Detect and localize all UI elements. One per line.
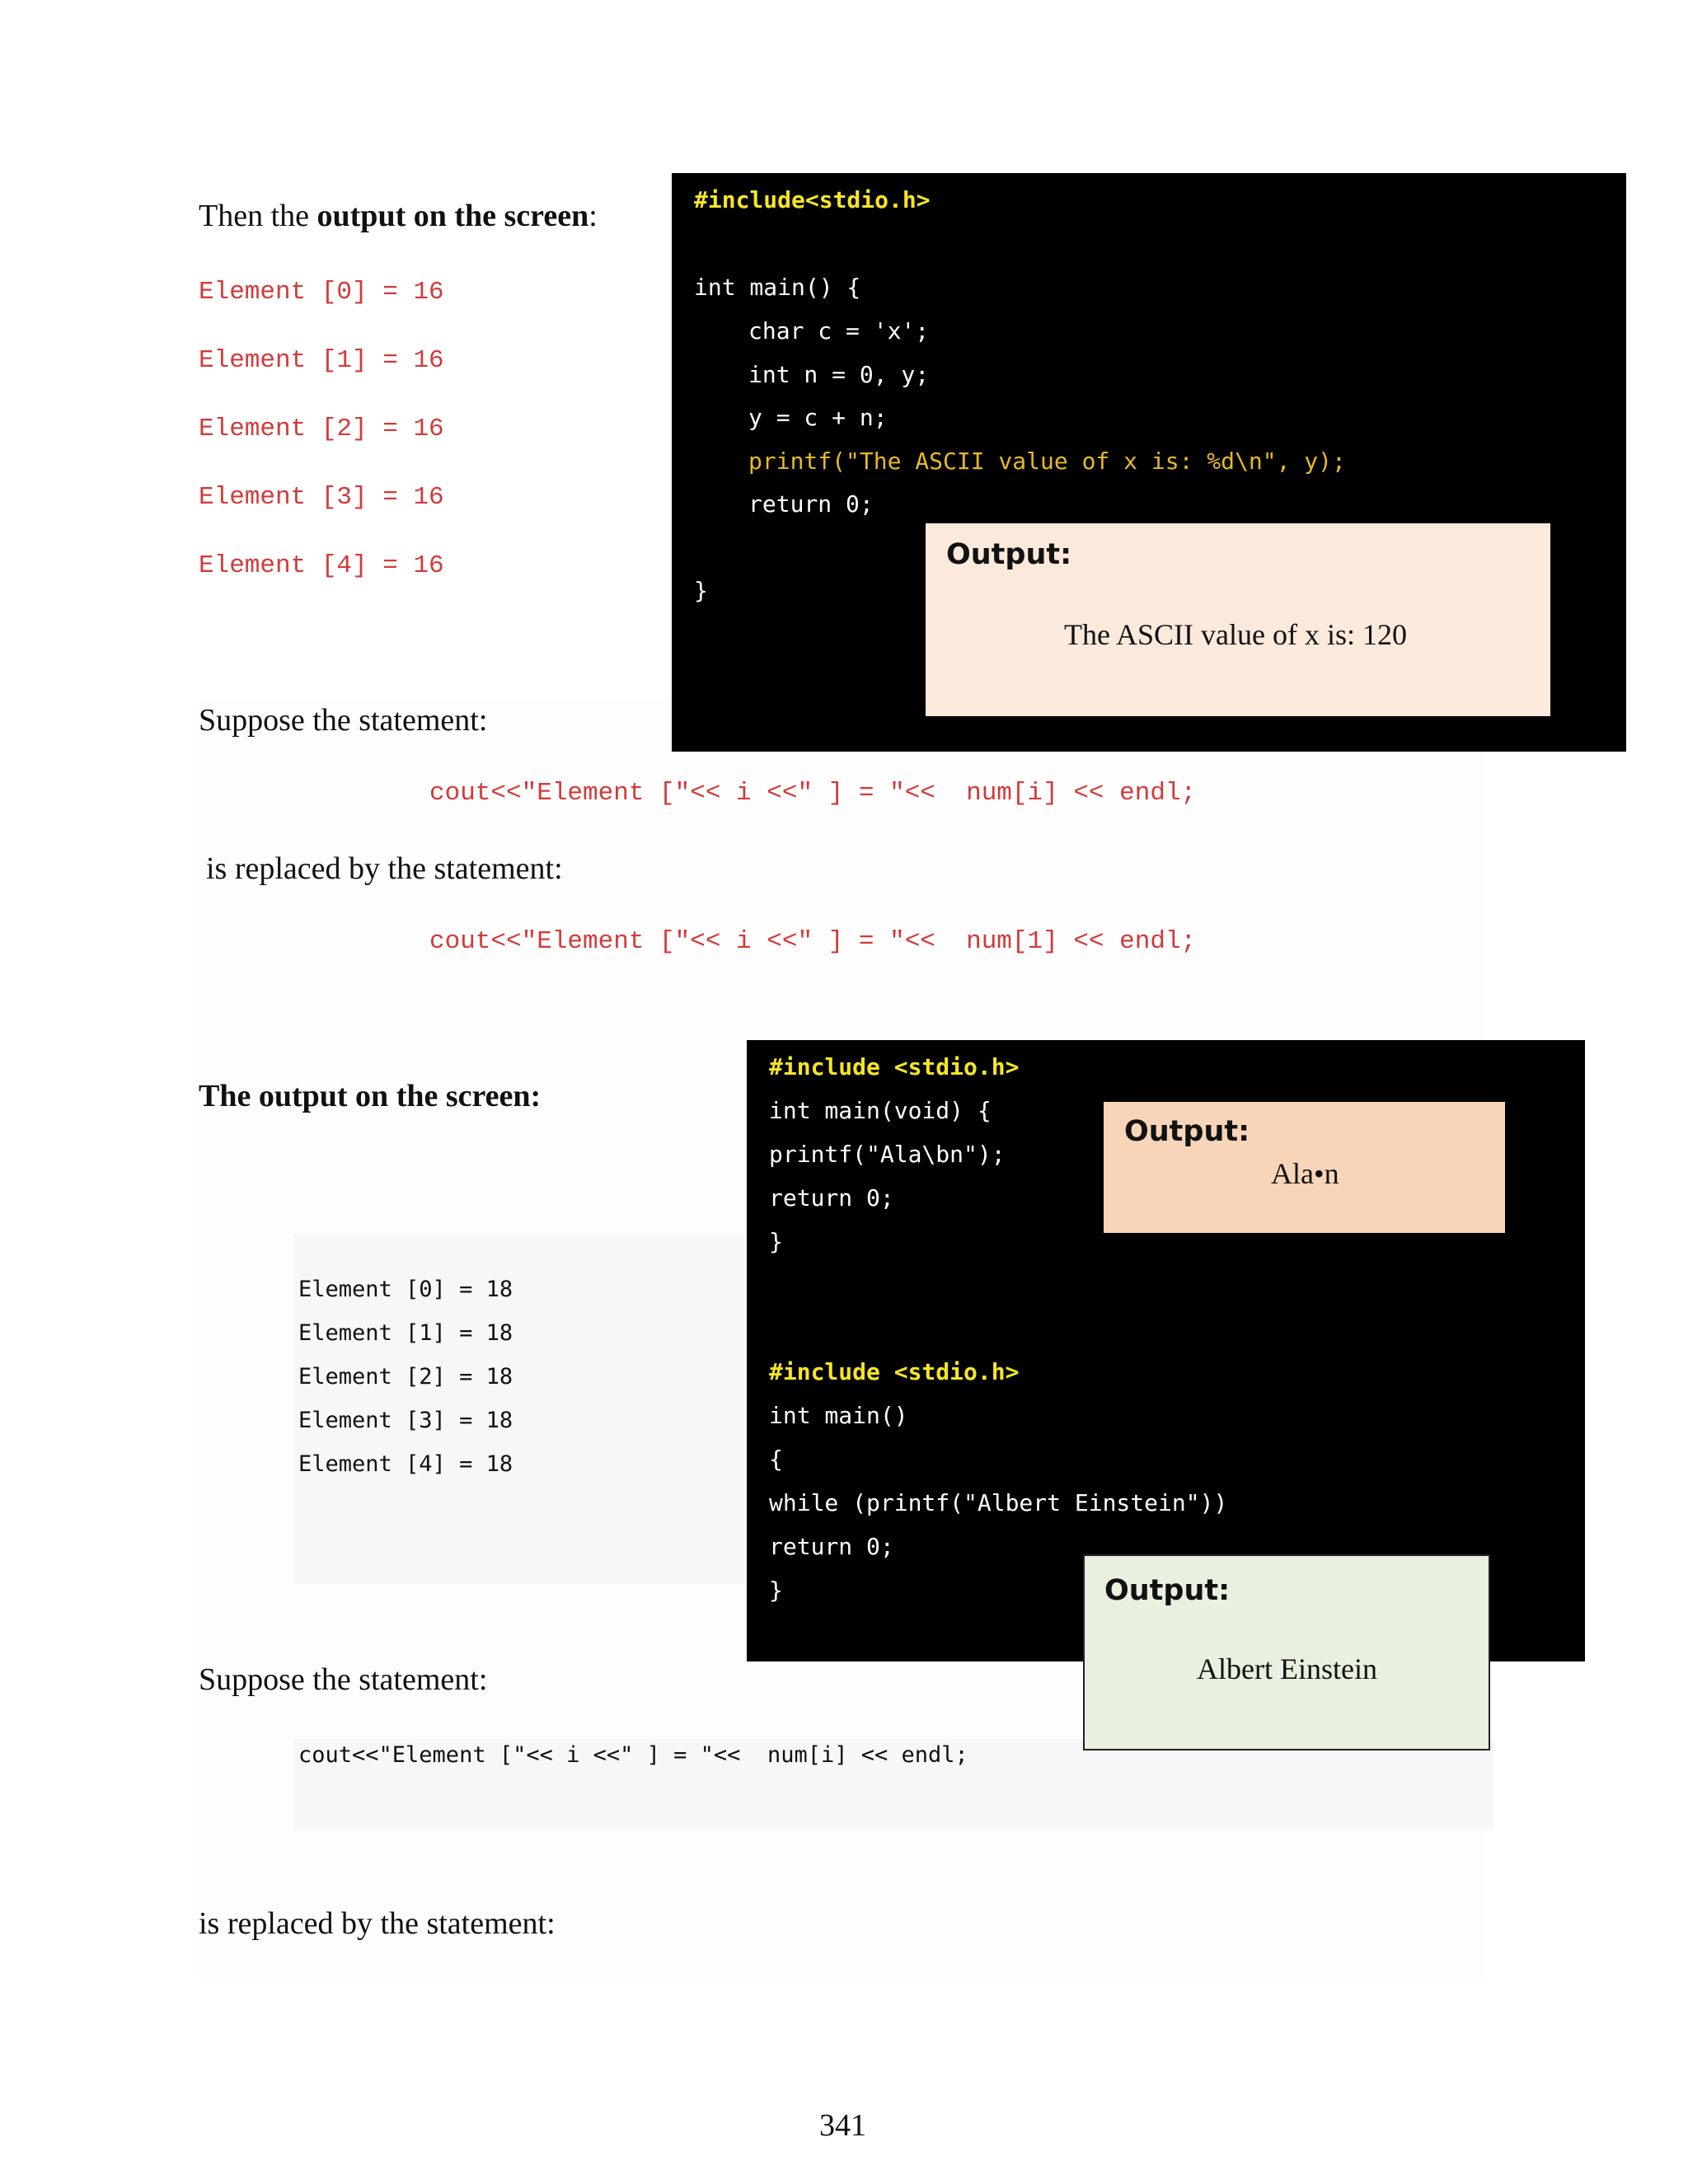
output-value: The ASCII value of x is: 120 xyxy=(1064,618,1407,651)
element-line-1: Element [1] = 16 xyxy=(199,346,444,375)
code-line: y = c + n; xyxy=(748,404,888,431)
output-value: Ala•n xyxy=(1271,1157,1339,1190)
element-line-0: Element [0] = 16 xyxy=(199,278,444,307)
code-line: int main(void) { xyxy=(769,1097,992,1124)
replaced-text-2: is replaced by the statement: xyxy=(199,1906,556,1941)
code-line: int main() xyxy=(769,1402,908,1429)
statement-code: cout<<"Element ["<< i <<" ] = "<< num[i] << endl; xyxy=(298,1742,968,1768)
console-line-4: Element [4] = 18 xyxy=(298,1451,513,1477)
element-line-4: Element [4] = 16 xyxy=(199,551,444,580)
suppose-text-2: Suppose the statement: xyxy=(199,1662,488,1697)
element-line-2: Element [2] = 16 xyxy=(199,415,444,443)
statement-original: cout<<"Element ["<< i <<" ] = "<< num[i] << endl; xyxy=(429,779,1197,808)
code-line: { xyxy=(769,1446,783,1473)
console-line-0: Element [0] = 18 xyxy=(298,1277,513,1302)
code-line: } xyxy=(769,1228,783,1255)
console-line-1: Element [1] = 18 xyxy=(298,1320,513,1346)
output-value: Albert Einstein xyxy=(1197,1652,1377,1685)
code-line-printf: printf("The ASCII value of x is: %d\n", y); xyxy=(748,448,1346,475)
output-heading-1 xyxy=(199,198,598,234)
code-line: int main() { xyxy=(694,274,861,301)
element-line-3: Element [3] = 16 xyxy=(199,483,444,512)
suppose-text-1: Suppose the statement: xyxy=(199,703,488,738)
code-line: return 0; xyxy=(769,1184,894,1212)
console-panel xyxy=(293,1234,755,1584)
statement-replacement: cout<<"Element ["<< i <<" ] = "<< num[1] << endl; xyxy=(429,927,1197,956)
output-heading-2: The output on the screen: xyxy=(199,1079,542,1113)
code-line: return 0; xyxy=(748,490,874,518)
output-panel-ala xyxy=(1104,1102,1505,1233)
code-include: #include <stdio.h> xyxy=(769,1358,1020,1385)
code-line: return 0; xyxy=(769,1533,894,1560)
output-label: Output: xyxy=(1104,1574,1231,1607)
code-include: #include<stdio.h> xyxy=(694,186,931,213)
code-line: } xyxy=(769,1577,783,1604)
code-line: while (printf("Albert Einstein")) xyxy=(769,1489,1228,1516)
replaced-text-1: is replaced by the statement: xyxy=(206,851,563,886)
code-line: } xyxy=(694,577,708,604)
code-line: char c = 'x'; xyxy=(748,317,930,344)
heading-suffix: : xyxy=(588,199,598,233)
heading-bold: output on the screen xyxy=(316,199,589,233)
code-include: #include <stdio.h> xyxy=(769,1053,1020,1080)
code-line: int n = 0, y; xyxy=(748,361,930,388)
code-line: printf("Ala\bn"); xyxy=(769,1141,1006,1168)
page-number: 341 xyxy=(819,2108,866,2143)
output-panel-ascii xyxy=(926,523,1550,716)
output-label: Output: xyxy=(1124,1115,1250,1148)
console-line-2: Element [2] = 18 xyxy=(298,1364,513,1390)
code-block-ascii xyxy=(672,173,1626,752)
console-line-3: Element [3] = 18 xyxy=(298,1408,513,1433)
output-panel-einstein xyxy=(1083,1554,1490,1750)
statement-panel xyxy=(293,1739,1494,1830)
heading-prefix: Then the xyxy=(199,199,317,233)
output-label: Output: xyxy=(946,538,1072,571)
